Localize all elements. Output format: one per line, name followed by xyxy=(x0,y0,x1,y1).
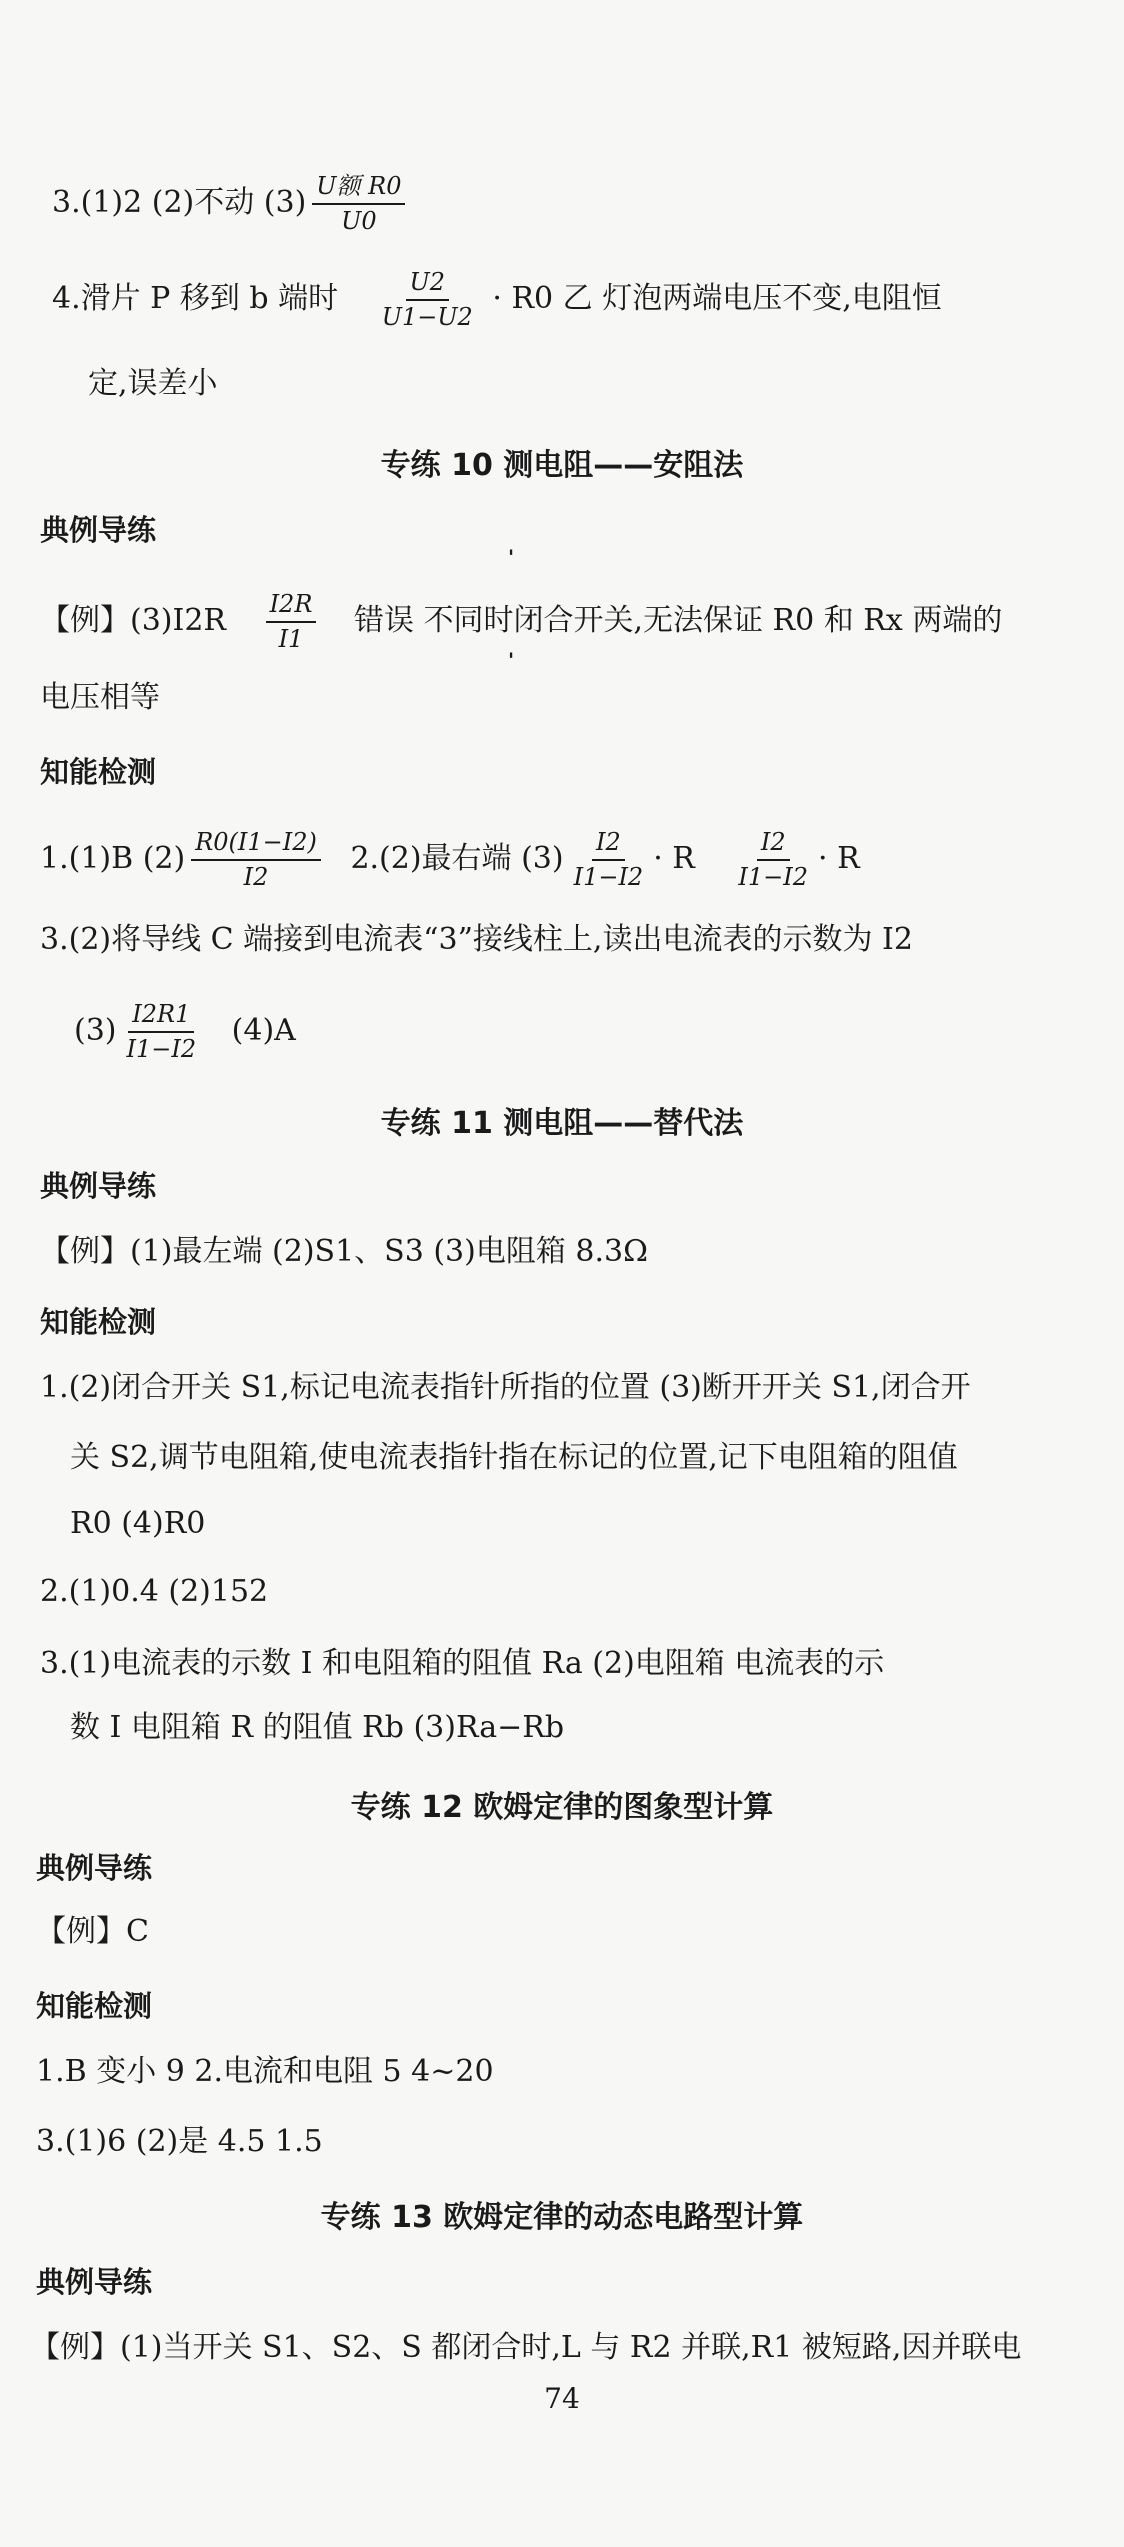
example-heading: 典例导练 xyxy=(40,513,157,547)
section-title-13: 专练 13 欧姆定律的动态电路型计算 xyxy=(320,2200,804,2235)
page-number: 74 xyxy=(544,2382,580,2415)
example-line: 【例】C xyxy=(36,1914,149,1949)
section-title-10: 专练 10 测电阻——安阻法 xyxy=(380,448,744,483)
check-line-2: 2.(1)0.4 (2)152 xyxy=(40,1574,269,1609)
check-heading: 知能检测 xyxy=(40,1305,157,1339)
check-line-1c: R0 (4)R0 xyxy=(70,1506,206,1541)
check-line-3: 3.(1)6 (2)是 4.5 1.5 xyxy=(36,2124,323,2159)
fraction: $\frac{I2}{I1-I2}$ xyxy=(738,828,809,891)
fraction: $\frac{I2R1}{I1-I2}$ xyxy=(126,1000,197,1063)
check-heading: 知能检测 xyxy=(36,1989,153,2023)
example-heading: 典例导练 xyxy=(36,2265,153,2299)
section-title-12: 专练 12 欧姆定律的图象型计算 xyxy=(350,1790,774,1825)
check-heading: 知能检测 xyxy=(40,755,157,789)
check-line-1a: 1.(2)闭合开关 S1,标记电流表指针所指的位置 (3)断开开关 S1,闭合开 xyxy=(40,1370,971,1405)
example-line: 【例】(1)最左端 (2)S1、S3 (3)电阻箱 8.3Ω xyxy=(40,1234,648,1269)
fraction: $\frac{R0(I1-I2)}{I2}$ xyxy=(191,828,321,892)
ink-mark: ' xyxy=(508,648,515,672)
answer-line-4: 4.滑片 P 移到 b 端时 $\frac{U2}{U1-U2}$ · R0 乙 灯泡两端电压不变,电阻恒 xyxy=(52,268,942,331)
check-line-1b: 关 S2,调节电阻箱,使电流表指针指在标记的位置,记下电阻箱的阻值 xyxy=(70,1440,958,1475)
section-title-11: 专练 11 测电阻——替代法 xyxy=(380,1106,744,1141)
example-line: 【例】(1)当开关 S1、S2、S 都闭合时,L 与 R2 并联,R1 被短路,因并联电 xyxy=(30,2330,1022,2365)
example-line: 【例】(3)I2R $\frac{I2R}{I1}$ 错误 不同时闭合开关,无法保证 R0 和 Rx 两端的 xyxy=(40,590,1003,653)
check-line-1: 1.(1)B (2) $\frac{R0(I1-I2)}{I2}$ 2.(2)最右端 (3) $\frac{I2}{I1-I2}$ · R $\frac{I2}{I1-I2}$ · R xyxy=(40,828,860,891)
check-line-1: 1.B 变小 9 2.电流和电阻 5 4~20 xyxy=(36,2054,494,2089)
check-line-3b: 数 I 电阻箱 R 的阻值 Rb (3)Ra−Rb xyxy=(70,1710,565,1745)
example-heading: 典例导练 xyxy=(36,1851,153,1885)
example-line-cont: 电压相等 xyxy=(40,680,160,715)
check-line-3: 3.(2)将导线 C 端接到电流表“3”接线柱上,读出电流表的示数为 I2 xyxy=(40,922,913,957)
ink-mark: ' xyxy=(508,545,515,569)
fraction: $\frac{I2R}{I1}$ xyxy=(266,590,317,654)
answer-line-3: 3.(1)2 (2)不动 (3) $\frac{\text{U额 R0}}{U0}$ xyxy=(52,172,411,236)
fraction: $\frac{U2}{U1-U2}$ xyxy=(381,268,473,331)
example-heading: 典例导练 xyxy=(40,1169,157,1203)
check-line-3b: (3) $\frac{I2R1}{I1-I2}$ (4)A xyxy=(74,1000,296,1063)
fraction: $\frac{\text{U额 R0}}{U0}$ xyxy=(312,172,405,236)
fraction: $\frac{I2}{I1-I2}$ xyxy=(573,828,644,891)
check-line-3a: 3.(1)电流表的示数 I 和电阻箱的阻值 Ra (2)电阻箱 电流表的示 xyxy=(40,1646,885,1681)
answer-line-4-cont: 定,误差小 xyxy=(88,366,218,401)
